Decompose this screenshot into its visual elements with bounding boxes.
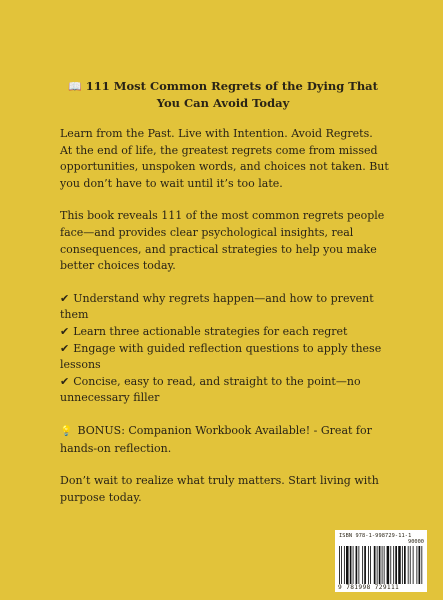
barcode-bar <box>413 546 414 584</box>
intro-rest: At the end of life, the greatest regrets come from missed opportunities, unspoken words, and choices not taken. But you don’t have to wait until it’s too late. <box>60 143 389 190</box>
barcode-bar <box>387 546 390 584</box>
barcode-bar <box>344 546 345 584</box>
checkmark-icon: ✔ <box>60 324 70 338</box>
barcode-bar <box>419 546 421 584</box>
closing-paragraph: Don’t wait to realize what truly matters. Start living with purpose today. <box>60 474 379 504</box>
barcode-bar <box>390 546 391 584</box>
barcode-digits: 9 781998 729111 <box>338 584 400 591</box>
intro-lead: Learn from the Past. Live with Intention. Avoid Regrets. <box>60 127 373 140</box>
barcode-bar <box>384 546 385 584</box>
barcode-bar <box>382 546 383 584</box>
barcode-bar <box>350 546 352 584</box>
barcode-bar <box>364 546 366 584</box>
barcode-bar <box>346 546 349 584</box>
benefits-list <box>60 291 390 407</box>
barcode-bar <box>370 546 371 584</box>
benefit-item: ✔ Understand why regrets happen—and how to prevent them <box>60 291 374 322</box>
checkmark-icon: ✔ <box>60 374 70 388</box>
barcode-bar <box>402 546 403 584</box>
barcode-bar <box>398 546 401 584</box>
barcode-bar <box>410 546 411 584</box>
bonus-text: BONUS: Companion Workbook Available! - Great for hands-on reflection. <box>60 423 372 455</box>
benefit-item: ✔ Learn three actionable strategies for each regret <box>60 324 348 338</box>
barcode-bar <box>356 546 358 584</box>
barcode-bar <box>358 546 359 584</box>
open-book-icon: 📖 <box>68 80 82 93</box>
intro-paragraph <box>60 126 390 192</box>
barcode-bar <box>374 546 376 584</box>
blurb <box>60 126 390 506</box>
barcode-bar <box>408 546 409 584</box>
barcode-bar <box>404 546 406 584</box>
barcode-bar <box>416 546 417 584</box>
barcode-bar <box>341 546 342 584</box>
lightbulb-icon: 💡 <box>60 425 73 437</box>
barcode-bar <box>395 546 397 584</box>
barcode-bar <box>379 546 381 584</box>
barcode-bar <box>362 546 363 584</box>
barcode-bars <box>339 546 423 584</box>
benefit-item: ✔ Concise, easy to read, and straight to the point—no unnecessary filler <box>60 374 361 405</box>
barcode-bar <box>339 546 340 584</box>
book-title <box>58 78 388 112</box>
isbn-barcode <box>335 530 427 592</box>
barcode-bar <box>353 546 354 584</box>
book-title-text: 111 Most Common Regrets of the Dying That You Can Avoid Today <box>85 79 378 110</box>
barcode-bar <box>377 546 378 584</box>
benefit-item: ✔ Engage with guided reflection questions to apply these lessons <box>60 341 382 372</box>
barcode-bar <box>368 546 369 584</box>
bonus-note <box>60 423 390 457</box>
reveal-paragraph: This book reveals 111 of the most common regrets people face—and provides clear psychological insights, real consequences, and practical strategies to help you make better choices today. <box>60 209 385 273</box>
barcode-bar <box>393 546 394 584</box>
checkmark-icon: ✔ <box>60 341 70 355</box>
isbn-number: ISBN 978-1-998729-11-1 <box>339 533 412 539</box>
price-code: 90000 <box>408 539 424 545</box>
barcode-bar <box>421 546 422 584</box>
checkmark-icon: ✔ <box>60 291 70 305</box>
